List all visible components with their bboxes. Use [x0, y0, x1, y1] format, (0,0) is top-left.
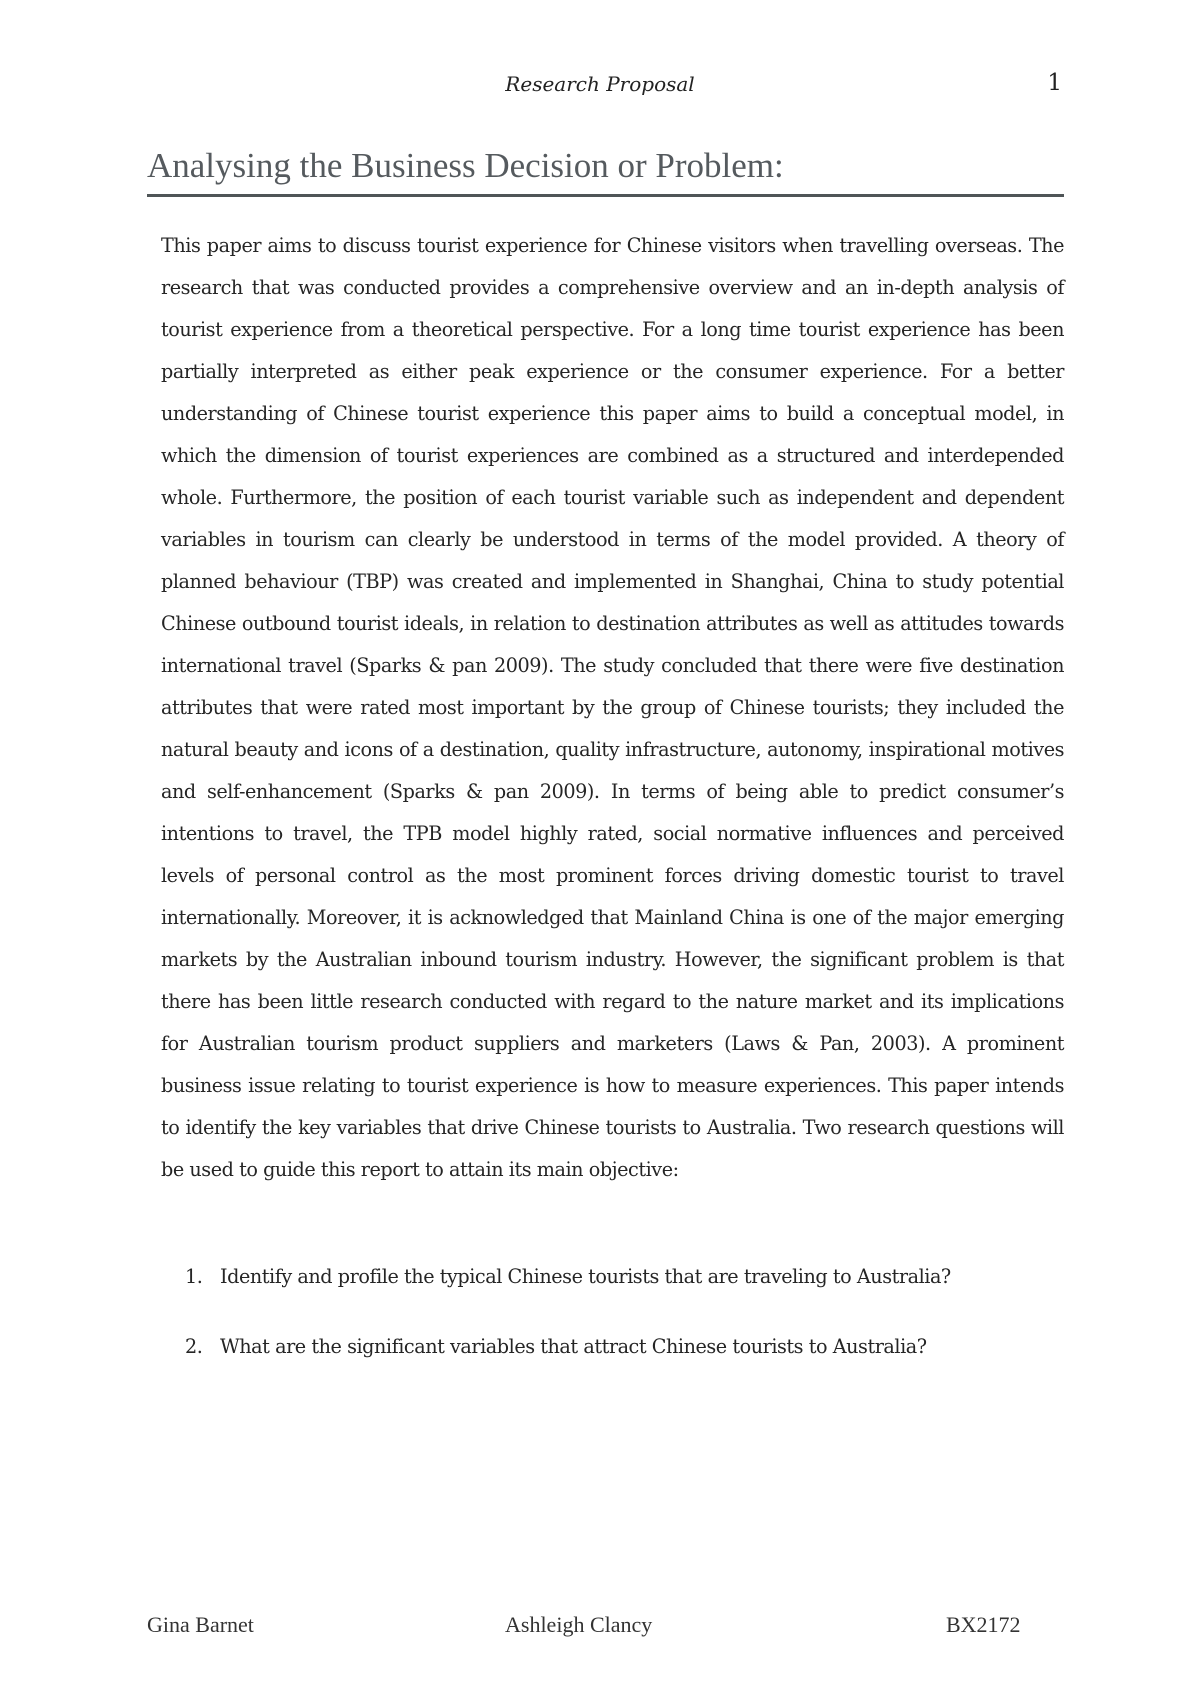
- body-paragraph: This paper aims to discuss tourist experience for Chinese visitors when travelling overseas. The research that was conducted provides a comprehensive overview and an in-depth analysis of tourist experience from a theoretical perspective. For a long time tourist experience has been partially interpreted as either peak experience or the consumer experience. For a better understanding of Chinese tourist experience this paper aims to build a conceptual model, in which the dimension of tourist experiences are combined as a structured and interdepended whole. Furthermore, the position of each tourist variable such as independent and dependent variables in tourism can clearly be understood in terms of the model provided. A theory of planned behaviour (TBP) was created and implemented in Shanghai, China to study potential Chinese outbound tourist ideals, in relation to destination attributes as well as attitudes towards international travel (Sparks & pan 2009). The study concluded that there were five destination attributes that were rated most important by the group of Chinese tourists; they included the natural beauty and icons of a destination, quality infrastructure, autonomy, inspirational motives and self-enhancement (Sparks & pan 2009). In terms of being able to predict consumer’s intentions to travel, the TPB model highly rated, social normative influences and perceived levels of personal control as the most prominent forces driving domestic tourist to travel internationally. Moreover, it is acknowledged that Mainland China is one of the major emerging markets by the Australian inbound tourism industry. However, the significant problem is that there has been little research conducted with regard to the nature market and its implications for Australian tourism product suppliers and marketers (Laws & Pan, 2003). A prominent business issue relating to tourist experience is how to measure experiences. This paper intends to identify the key variables that drive Chinese tourists to Australia. Two research questions will be used to guide this report to attain its main objective:: [161, 234, 1064, 1181]
- list-item-number: 2.: [185, 1335, 203, 1358]
- research-questions-list: [161, 1262, 1064, 1402]
- list-item-text: Identify and profile the typical Chinese tourists that are traveling to Australia?: [220, 1265, 951, 1288]
- heading-divider: [147, 194, 1064, 197]
- page-footer: [0, 1612, 1200, 1642]
- footer-author-center: Ashleigh Clancy: [505, 1612, 653, 1637]
- list-item: [161, 1262, 1064, 1292]
- list-item-text: What are the significant variables that attract Chinese tourists to Australia?: [220, 1335, 927, 1358]
- list-item-number: 1.: [185, 1265, 203, 1288]
- list-item: [161, 1332, 1064, 1362]
- page-header-title: Research Proposal: [505, 72, 695, 96]
- footer-author-left: Gina Barnet: [147, 1612, 254, 1637]
- section-heading: Analysing the Business Decision or Problem:: [147, 146, 784, 185]
- page-number: 1: [1047, 70, 1062, 96]
- footer-course-code: BX2172: [946, 1612, 1021, 1637]
